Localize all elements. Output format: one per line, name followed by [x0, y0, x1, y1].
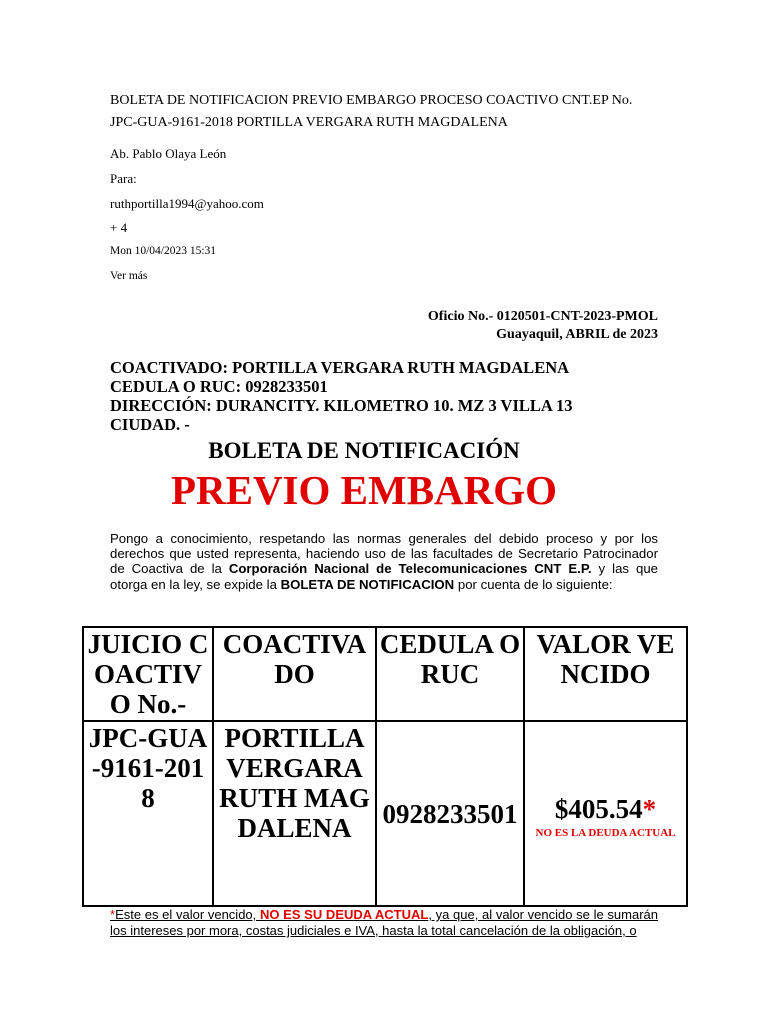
boleta-title-text: BOLETA DE NOTIFICACIÓN [208, 438, 520, 463]
table-row [83, 721, 687, 906]
email-subject-line-2: JPC-GUA-9161-2018 PORTILLA VERGARA RUTH MAGDALENA [110, 115, 508, 130]
valor-asterisk: * [642, 794, 657, 824]
oficio-block [428, 308, 658, 344]
coactivado-cedula: CEDULA O RUC: 0928233501 [110, 377, 328, 396]
previo-embargo-text: PREVIO EMBARGO [170, 467, 558, 513]
email-subject-line-1: BOLETA DE NOTIFICACION PREVIO EMBARGO PROCESO COACTIVO CNT.EP No. [110, 93, 633, 108]
footnote-text-1: Este es el valor vencido, [115, 907, 260, 922]
header-juicio: JUICIO COACTIVO No.- [83, 627, 213, 721]
email-date: Mon 10/04/2023 15:31 [110, 245, 217, 257]
cell-juicio: JPC-GUA-9161-2018 [83, 721, 213, 906]
header-valor: VALOR VENCIDO [524, 627, 687, 721]
email-see-more-link[interactable]: Ver más [110, 270, 148, 282]
email-sender: Ab. Pablo Olaya León [110, 146, 227, 161]
cell-valor [524, 721, 687, 906]
intro-paragraph [110, 531, 658, 592]
footnote-text-2: , ya que, al valor vencido se le sumarán los intereses por mora, costas judiciales e IVA, hasta la total cancelación de la obligación, o [110, 907, 658, 938]
valor-amount: $405.54 [554, 794, 643, 824]
header-cedula: CEDULA O RUC [376, 627, 524, 721]
coactivado-name: COACTIVADO: PORTILLA VERGARA RUTH MAGDALENA [110, 358, 570, 377]
coactivado-block [110, 358, 573, 434]
oficio-number: Oficio No.- 0120501-CNT-2023-PMOL [427, 309, 658, 324]
valor-note: NO ES LA DEUDA ACTUAL [535, 827, 676, 839]
intro-text-2: y las que otorga en la ley, se expide la [110, 561, 658, 592]
email-subject [110, 90, 670, 134]
footnote-asterisk: * [110, 907, 116, 922]
table-header-row [83, 627, 687, 721]
footnote-bold: NO ES SU DEUDA ACTUAL [259, 907, 429, 922]
previo-embargo-title [0, 466, 768, 514]
coactivado-direccion: DIRECCIÓN: DURANCITY. KILOMETRO 10. MZ 3 VILLA 13 [110, 396, 573, 415]
intro-text-1: Pongo a conocimiento, respetando las normas generales del debido proceso y por los derechos que usted representa, haciendo uso de las facultades de Secretario Patrocinador de Coactiva de la [110, 531, 658, 577]
boleta-title [0, 438, 768, 464]
header-coactivado: COACTIVADO [213, 627, 376, 721]
coactivado-ciudad: CIUDAD. - [110, 415, 190, 434]
email-recipient[interactable]: ruthportilla1994@yahoo.com [110, 196, 264, 211]
oficio-place-date: Guayaquil, ABRIL de 2023 [496, 327, 658, 342]
cell-coactivado: PORTILLA VERGARA RUTH MAGDALENA [213, 721, 376, 906]
footnote [110, 907, 658, 939]
intro-bold-company: Corporación Nacional de Telecomunicaciones CNT E.P. [228, 561, 592, 577]
intro-bold-boleta: BOLETA DE NOTIFICACION [280, 576, 455, 592]
notification-table [82, 626, 688, 907]
email-more-recipients[interactable]: + 4 [110, 220, 128, 235]
email-to-label: Para: [110, 171, 137, 186]
cell-cedula: 0928233501 [376, 721, 524, 906]
intro-text-3: por cuenta de lo siguiente: [454, 576, 613, 592]
